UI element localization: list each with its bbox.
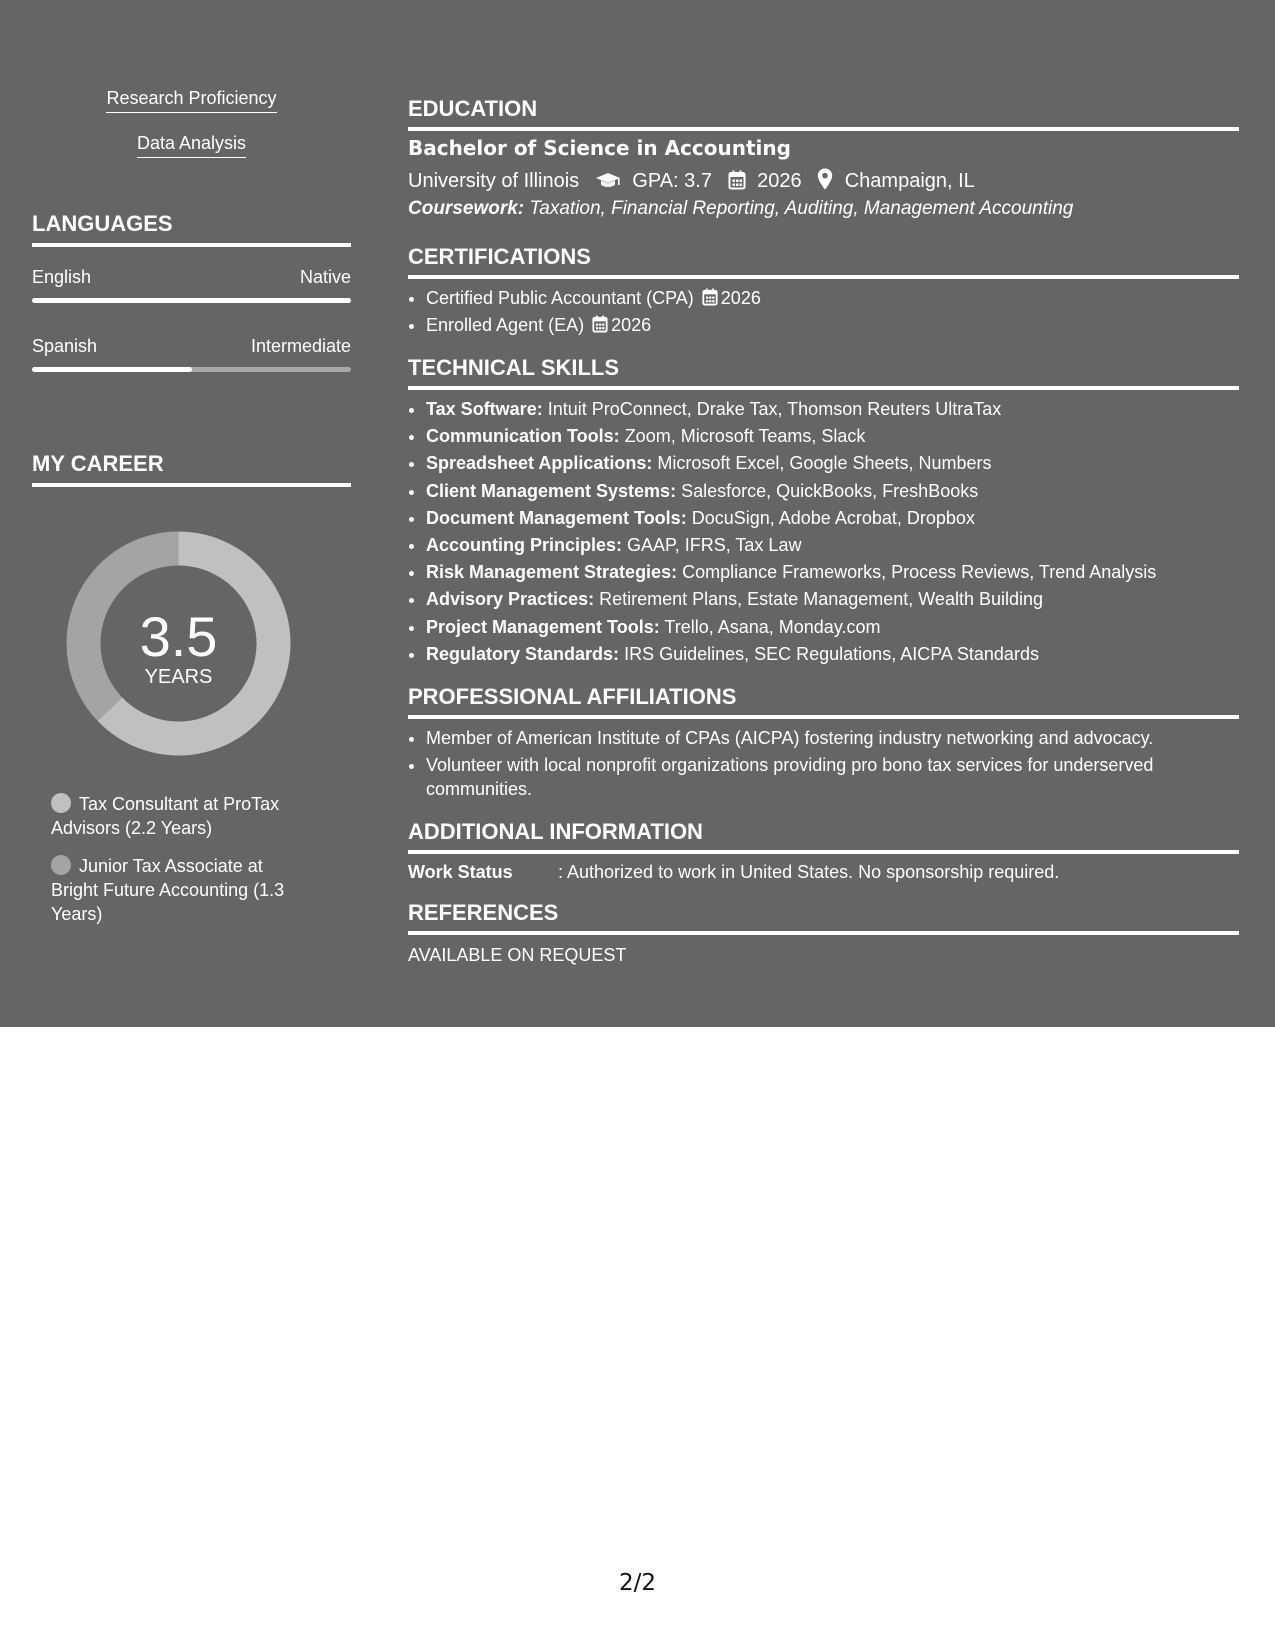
skill-value: Trello, Asana, Monday.com [664, 616, 881, 637]
education-school: University of Illinois [408, 170, 580, 192]
certification-name: Enrolled Agent (EA) [426, 315, 585, 335]
career-item-label: Tax Consultant at ProTax Advisors (2.2 Years) [51, 794, 280, 838]
technical-skills-list [408, 396, 1239, 668]
skill-label: Accounting Principles: [426, 535, 623, 556]
education-location: Champaign, IL [844, 170, 975, 192]
language-bar-fill [32, 298, 351, 303]
calendar-icon [702, 288, 718, 306]
calendar-icon [592, 315, 608, 333]
education-heading: EDUCATION [408, 96, 1239, 131]
references-text: AVAILABLE ON REQUEST [408, 945, 627, 965]
certification-item [426, 285, 1239, 312]
skill-item [426, 450, 1239, 477]
skill-label: Advisory Practices: [426, 589, 595, 610]
skill-item [426, 614, 1239, 641]
page-number: 2/2 [618, 1570, 656, 1596]
skill-label: Risk Management Strategies: [426, 562, 678, 583]
career-heading: MY CAREER [32, 451, 351, 487]
career-total-value: 3.5 [139, 605, 218, 668]
skill-label: Client Management Systems: [426, 480, 677, 501]
skill-item [426, 532, 1239, 559]
skill-value: Intuit ProConnect, Drake Tax, Thomson Reuters UltraTax [547, 399, 1002, 419]
skill-value: Zoom, Microsoft Teams, Slack [624, 426, 866, 447]
certification-name: Certified Public Accountant (CPA) [426, 288, 694, 308]
skill-item [426, 423, 1239, 450]
certification-year: 2026 [611, 315, 652, 335]
education-degree: Bachelor of Science in Accounting [408, 136, 791, 160]
certification-year: 2026 [720, 288, 761, 308]
career-legend-dot [51, 855, 71, 875]
affiliations-list [408, 726, 1239, 804]
certifications-heading: CERTIFICATIONS [408, 244, 1239, 279]
skill-value: Salesforce, QuickBooks, FreshBooks [681, 480, 979, 501]
career-item [51, 792, 311, 840]
coursework-list: Taxation, Financial Reporting, Auditing, Management Accounting [529, 198, 1074, 219]
language-spanish [32, 336, 351, 357]
skill-label: Document Management Tools: [426, 507, 687, 528]
language-name: English [32, 267, 92, 287]
skill-value: Microsoft Excel, Google Sheets, Numbers [657, 453, 992, 474]
skill-value: Retirement Plans, Estate Management, Wealth Building [599, 589, 1044, 610]
language-level: Native [299, 267, 351, 287]
skill-value: DocuSign, Adobe Acrobat, Dropbox [691, 507, 975, 528]
language-english [32, 267, 351, 288]
skill-item [426, 559, 1239, 586]
languages-heading: LANGUAGES [32, 211, 351, 247]
education-gpa: GPA: 3.7 [632, 170, 712, 192]
coursework-label: Coursework: [408, 198, 525, 219]
skill-value: Compliance Frameworks, Process Reviews, Trend Analysis [682, 562, 1157, 583]
skill-item [426, 478, 1239, 505]
career-item [51, 854, 311, 926]
skill-label: Spreadsheet Applications: [426, 453, 653, 474]
education-year: 2026 [757, 170, 802, 192]
career-donut-chart [66, 531, 291, 756]
work-status-value: : Authorized to work in United States. No sponsorship required. [558, 862, 1060, 882]
career-total-unit: YEARS [144, 666, 213, 688]
skill-item [426, 586, 1239, 613]
graduation-cap-icon [595, 172, 621, 190]
language-level: Intermediate [250, 336, 351, 356]
skill-value: IRS Guidelines, SEC Regulations, AICPA Standards [624, 643, 1039, 664]
affiliation-item: • Member of American Institute of CPAs (AICPA) fostering industry networking and advocacy. [426, 726, 1239, 750]
technical-skills-heading: TECHNICAL SKILLS [408, 355, 1239, 390]
references-heading: REFERENCES [408, 900, 1239, 935]
skill-value: GAAP, IFRS, Tax Law [627, 535, 802, 556]
skill-research-proficiency: Research Proficiency [32, 88, 351, 113]
work-status [408, 862, 1059, 883]
skill-label: Tax Software: [426, 399, 543, 419]
skill-label: Communication Tools: [426, 426, 620, 447]
certification-item [426, 312, 1239, 339]
career-legend-dot [51, 793, 71, 813]
skill-data-analysis: Data Analysis [32, 133, 351, 158]
career-item-label: Junior Tax Associate at Bright Future Accounting (1.3 Years) [51, 856, 285, 924]
language-bar-spanish [32, 367, 351, 372]
language-name: Spanish [32, 336, 98, 356]
affiliation-item: • Volunteer with local nonprofit organizations providing pro bono tax services for underserved communities. [426, 753, 1239, 801]
work-status-label: Work Status [408, 862, 513, 882]
additional-info-heading: ADDITIONAL INFORMATION [408, 819, 1239, 854]
language-bar-english [32, 298, 351, 303]
affiliations-heading: PROFESSIONAL AFFILIATIONS [408, 684, 1239, 719]
education-meta [408, 168, 975, 193]
language-bar-fill [32, 367, 192, 372]
certifications-list [408, 285, 1239, 339]
education-coursework [408, 198, 1073, 220]
calendar-icon [728, 170, 746, 190]
location-pin-icon [817, 168, 833, 190]
skill-label: Project Management Tools: [426, 616, 660, 637]
skill-item [426, 505, 1239, 532]
skill-label: Regulatory Standards: [426, 643, 620, 664]
skill-item [426, 641, 1239, 668]
skill-item [426, 396, 1239, 423]
